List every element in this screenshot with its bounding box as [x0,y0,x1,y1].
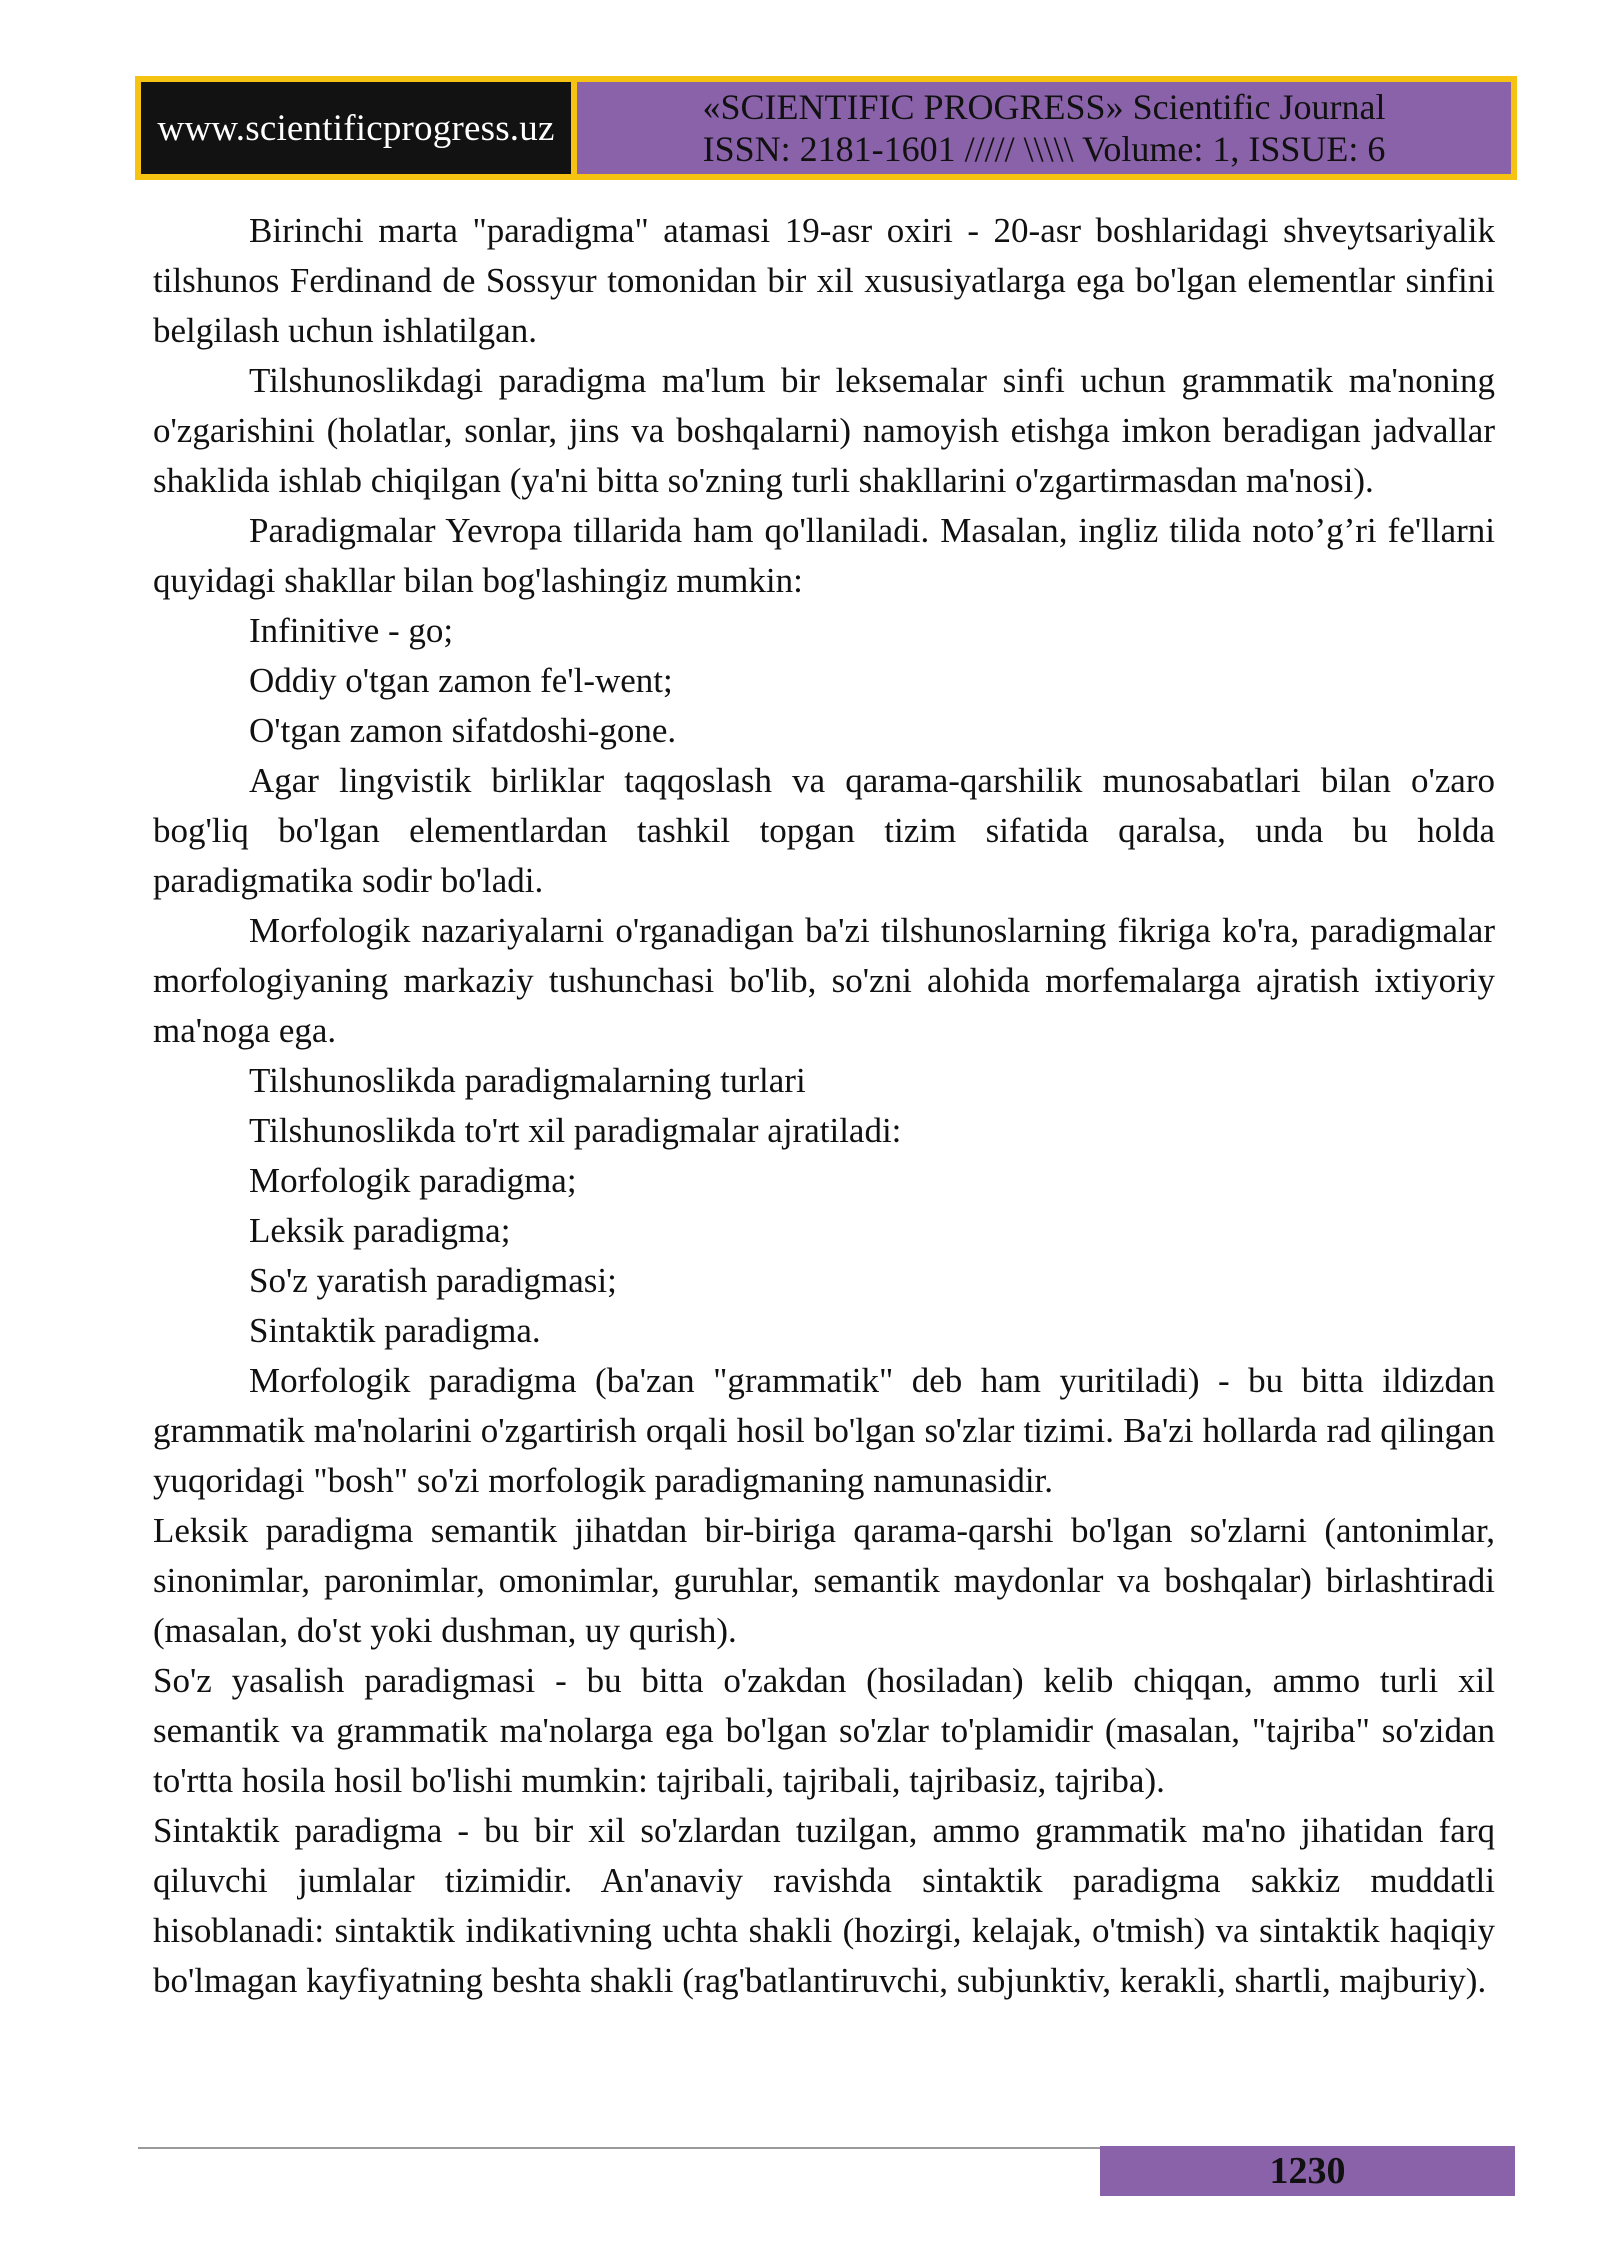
list-item: O'tgan zamon sifatdoshi-gone. [249,711,677,750]
list-item: Infinitive - go; [249,611,454,650]
article-body [153,206,1495,2006]
paragraph: So'z yasalish paradigmasi - bu bitta o'zakdan (hosiladan) kelib chiqqan, ammo turli xil semantik va grammatik ma'nolarga ega bo'lgan so'zlar to'plamidir (masalan, "tajriba" so'zidan to'rtta hosila hosil bo'lishi mumkin: tajribali, tajribali, tajribasiz, tajriba). [153,1661,1495,1800]
paragraph: Leksik paradigma semantik jihatdan bir-biriga qarama-qarshi bo'lgan so'zlarni (antonimlar, sinonimlar, paronimlar, omonimlar, guruhlar, semantik maydonlar va boshqalar) birlashtiradi (masalan, do'st yoki dushman, uy qurish). [153,1511,1495,1650]
list-item: Morfologik paradigma; [249,1161,577,1200]
website-box [141,82,571,174]
list-item: Sintaktik paradigma. [249,1311,541,1350]
section-heading: Tilshunoslikda paradigmalarning turlari [249,1061,806,1100]
paragraph: Agar lingvistik birliklar taqqoslash va qarama-qarshilik munosabatlari bilan o'zaro bog'liq bo'lgan elementlardan tashkil topgan tizim sifatida qaralsa, unda bu holda paradigmatika sodir bo'ladi. [153,761,1495,900]
paragraph: Sintaktik paradigma - bu bir xil so'zlardan tuzilgan, ammo grammatik ma'no jihatidan farq qiluvchi jumlalar tizimidir. An'anaviy ravishda sintaktik paradigma sakkiz muddatli hisoblanadi: sintaktik indikativning uchta shakli (hozirgi, kelajak, o'tmish) va sintaktik haqiqiy bo'lmagan kayfiyatning beshta shakli (rag'batlantiruvchi, subjunktiv, kerakli, shartli, majburiy). [153,1811,1495,2000]
paragraph: Paradigmalar Yevropa tillarida ham qo'llaniladi. Masalan, ingliz tilida noto’g’ri fe'llarni quyidagi shakllar bilan bog'lashingiz mumkin: [153,511,1495,600]
paragraph: Morfologik paradigma (ba'zan "grammatik" deb ham yuritiladi) - bu bitta ildizdan grammatik ma'nolarini o'zgartirish orqali hosil bo'lgan so'zlar tizimi. Ba'zi hollarda rad qilingan yuqoridagi "bosh" so'zi morfologik paradigmaning namunasidir. [153,1361,1495,1500]
paragraph: Birinchi marta "paradigma" atamasi 19-asr oxiri - 20-asr boshlaridagi shveytsariyalik tilshunos Ferdinand de Sossyur tomonidan bir xil xususiyatlarga ega bo'lgan elementlar sinfini belgilash uchun ishlatilgan. [153,211,1495,350]
website-url[interactable]: www.scientificprogress.uz [157,107,555,149]
list-item: So'z yaratish paradigmasi; [249,1261,617,1300]
issn-volume-line: ISSN: 2181-1601 ///// \\\\\ Volume: 1, ISSUE: 6 [702,129,1386,169]
page-number: 1230 [1269,2150,1346,2192]
list-item: Leksik paradigma; [249,1211,511,1250]
page-number-box [1100,2146,1515,2196]
list-intro: Tilshunoslikda to'rt xil paradigmalar ajratiladi: [249,1111,902,1150]
journal-info-box [577,82,1511,174]
journal-header [135,76,1517,180]
paragraph: Morfologik nazariyalarni o'rganadigan ba'zi tilshunoslarning fikriga ko'ra, paradigmalar morfologiyaning markaziy tushunchasi bo'lib, so'zni alohida morfemalarga ajratish ixtiyoriy ma'noga ega. [153,911,1495,1050]
list-item: Oddiy o'tgan zamon fe'l-went; [249,661,673,700]
journal-title: «SCIENTIFIC PROGRESS» Scientific Journal [702,87,1386,127]
paragraph: Tilshunoslikdagi paradigma ma'lum bir leksemalar sinfi uchun grammatik ma'noning o'zgarishini (holatlar, sonlar, jins va boshqalarni) namoyish etishga imkon beradigan jadvallar shaklida ishlab chiqilgan (ya'ni bitta so'zning turli shakllarini o'zgartirmasdan ma'nosi). [153,361,1495,500]
